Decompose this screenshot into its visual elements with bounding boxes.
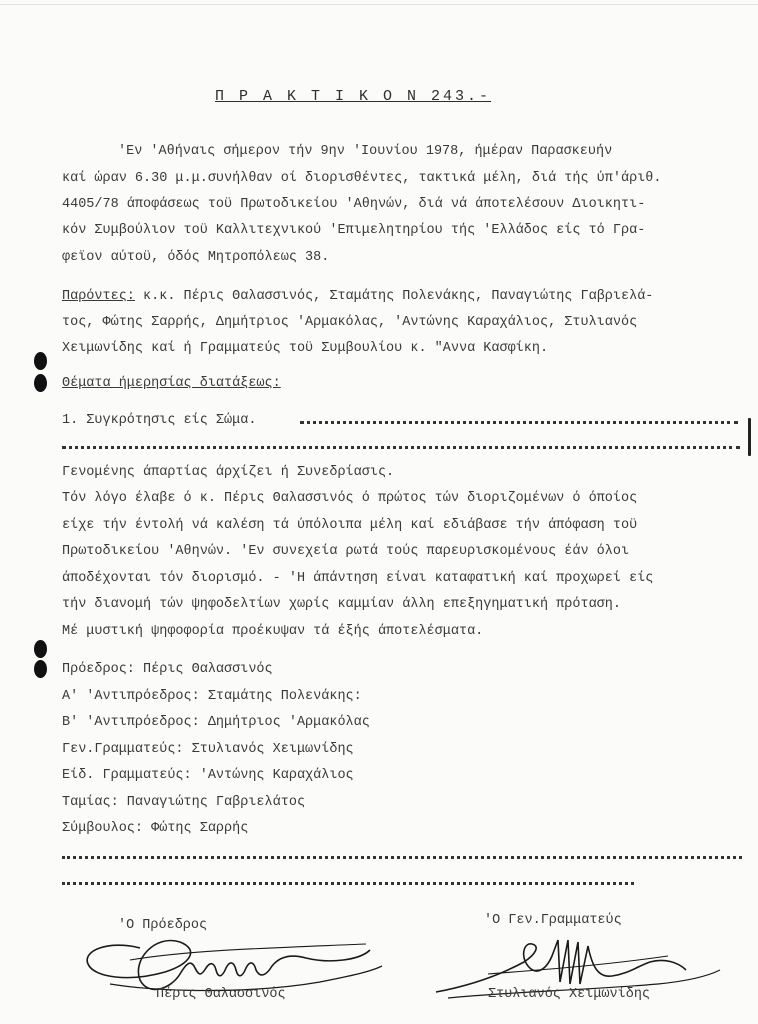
left-signature-name: Πέρις Θαλασσινός	[156, 987, 286, 1002]
present-label: Παρόντες:	[62, 289, 135, 304]
left-signature-title: 'Ο Πρόεδρος	[118, 918, 208, 933]
intro-line: 4405/78 άποφάσεως τοϋ Πρωτοδικείου 'Αθηνών, διά νά άποτελέσουν Διοικητι-	[62, 197, 646, 212]
present-line	[62, 289, 653, 304]
dotted-leader	[300, 421, 738, 424]
dotted-separator	[62, 856, 742, 859]
intro-line: φεϊον αύτοϋ, όδός Μητροπόλεως 38.	[62, 250, 330, 265]
margin-mark	[748, 418, 751, 456]
agenda-heading: Θέματα ήμερησίας διατάξεως:	[62, 376, 281, 391]
body-line: Γενομένης άπαρτίας άρχίζει ή Συνεδρίασις.	[62, 465, 395, 480]
punch-hole	[34, 640, 47, 658]
punch-hole	[34, 374, 47, 392]
result-line: Γεν.Γραμματεύς: Στυλιανός Χειμωνίδης	[62, 742, 354, 757]
body-line: είχε τήν έντολή νά καλέση τά ύπόλοιπα μέλη καί εδιάβασε τήν άπόφαση τοϋ	[62, 518, 638, 533]
intro-line: 'Εν 'Αθήναις σήμερον τήν 9ην 'Ιουνίου 1978, ήμέραν Παρασκευήν	[118, 144, 613, 159]
dotted-separator	[62, 446, 740, 449]
result-line: Ταμίας: Παναγιώτης Γαβριελάτος	[62, 795, 306, 810]
punch-hole	[34, 352, 47, 370]
intro-line: κόν Συμβούλιον τοϋ Καλλιτεχνικού 'Επιμελητηρίου τής 'Ελλάδος είς τό Γρα-	[62, 223, 646, 238]
dotted-separator	[62, 882, 634, 885]
body-line: Πρωτοδικείου 'Αθηνών. 'Εν συνεχεία ρωτά τούς παρευρισκομένους έάν όλοι	[62, 544, 630, 559]
result-line: Πρόεδρος: Πέρις Θαλασσινός	[62, 662, 273, 677]
intro-line: καί ώραν 6.30 μ.μ.συνήλθαν οί διορισθέντες, τακτικά μέλη, διά τής ύπ'άριθ.	[62, 171, 662, 186]
body-line: Τόν λόγο έλαβε ό κ. Πέρις Θαλασσινός ό πρώτος τών διοριζομένων ό όποίος	[62, 491, 638, 506]
result-line: Α' 'Αντιπρόεδρος: Σταμάτης Πολενάκης:	[62, 689, 362, 704]
body-line: τήν διανομή τών ψηφοδελτίων χωρίς καμμίαν άλλη επεξηγηματική πρόταση.	[62, 597, 621, 612]
punch-hole	[34, 660, 47, 678]
body-line: άποδέχονται τόν διορισμό. - 'Η άπάντηση είναι καταφατική καί προχωρεί είς	[62, 571, 654, 586]
present-line: Χειμωνίδης καί ή Γραμματεύς τοϋ Συμβουλίου κ. "Αννα Κασφίκη.	[62, 341, 549, 356]
body-line: Μέ μυστική ψηφοφορία προέκυψαν τά έξής άποτελέσματα.	[62, 624, 484, 639]
present-line: τος, Φώτης Σαρρής, Δημήτριος 'Αρμακόλας, 'Αντώνης Καραχάλιος, Στυλιανός	[62, 315, 638, 330]
right-signature-title: 'Ο Γεν.Γραμματεύς	[484, 913, 622, 928]
result-line: Είδ. Γραμματεύς: 'Αντώνης Καραχάλιος	[62, 768, 354, 783]
agenda-item: 1. Συγκρότησις είς Σώμα.	[62, 413, 257, 428]
present-text: κ.κ. Πέρις Θαλασσινός, Σταμάτης Πολενάκης, Παναγιώτης Γαβριελά-	[134, 289, 654, 304]
scan-edge-line	[0, 4, 758, 5]
right-signature-name: Στυλιανός Χειμωνίδης	[488, 987, 651, 1002]
result-line: Β' 'Αντιπρόεδρος: Δημήτριος 'Αρμακόλας	[62, 715, 370, 730]
document-title: Π Ρ Α Κ Τ Ι Κ Ο Ν 243.-	[215, 88, 492, 105]
result-line: Σύμβουλος: Φώτης Σαρρής	[62, 821, 249, 836]
